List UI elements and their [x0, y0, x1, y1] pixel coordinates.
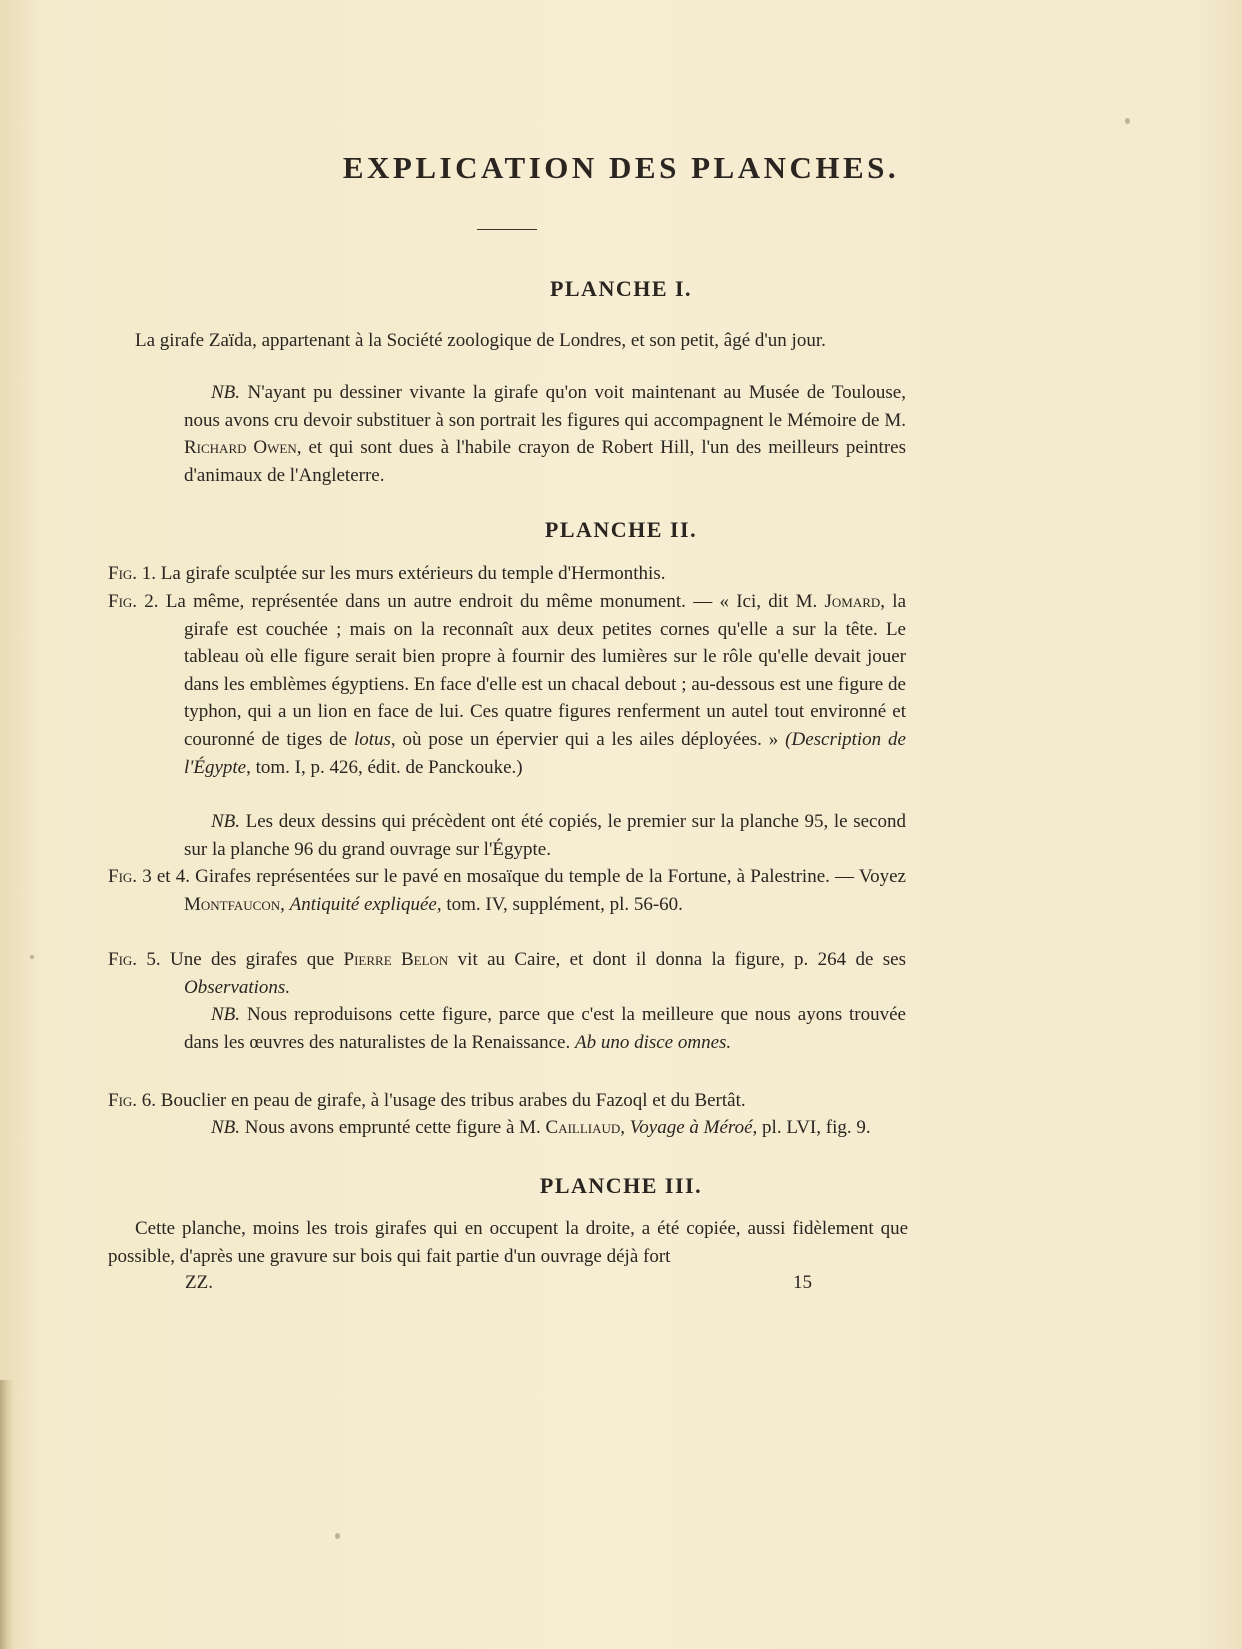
fig-label: Fig. — [108, 563, 138, 584]
page-signature-number: 15 — [793, 1272, 812, 1293]
fig-1-entry: Fig. 1. La girafe sculptée sur les murs extérieurs du temple d'Hermonthis. — [108, 563, 666, 584]
nb-label: NB. — [211, 811, 241, 832]
fig-6-entry: Fig. 6. Bouclier en peau de girafe, à l'usage des tribus arabes du Fazoql et du Bertât. — [108, 1090, 746, 1111]
author-name: Cailliaud — [545, 1117, 621, 1138]
planche-1-note: NB. N'ayant pu dessiner vivante la girafe qu'on voit maintenant au Musée de Toulouse, nous avons cru devoir substituer à son portrait les figures qui accompagnent le Mémoire de M. Richard Owen, et qui sont dues à l'habile crayon de Robert Hill, l'un des meilleurs peintres d'animaux de l'Angleterre. — [184, 382, 906, 486]
signature-mark: ZZ. — [185, 1272, 213, 1293]
fig-3-4-entry: Fig. 3 et 4. Girafes représentées sur le pavé en mosaïque du temple de la Fortune, à Palestrine. — Voyez Montfaucon, Antiquité expliquée, tom. IV, supplément, pl. 56-60. — [108, 866, 906, 915]
page-edge-shadow — [0, 1380, 14, 1649]
book-title: Observations. — [184, 976, 291, 998]
fig-2-entry: Fig. 2. La même, représentée dans un autre endroit du même monument. — « Ici, dit M. Jomard, la girafe est couchée ; mais on la reconnaît aux deux petites cornes qu'elle a sur la tête. Le tableau où elle figure serait bien propre à fournir des lumières sur le rôle qu'elle devait jouer dans les emblèmes égyptiens. En face d'elle est un chacal debout ; au-dessous est une figure de typhon, qui a un lion en face de lui. Ces quatre figures renferment un autel tout environné et couronné de tiges de lotus, où pose un épervier qui a les ailes déployées. » (Description de l'Égypte, tom. I, p. 426, édit. de Panckouke.) — [108, 591, 907, 778]
fig-label: Fig. — [108, 949, 138, 970]
book-title: Antiquité expliquée — [289, 893, 437, 915]
paper-speck — [1125, 118, 1130, 124]
author-name: Richard Owen — [184, 437, 297, 459]
paper-speck — [30, 955, 34, 959]
author-name: Montfaucon — [184, 893, 281, 915]
author-name: Jomard — [824, 591, 881, 612]
citation: (Description de l'Égypte — [184, 728, 906, 778]
nb-label: NB. — [211, 382, 241, 403]
nb-label: NB. — [211, 1117, 241, 1138]
fig-5-entry: Fig. 5. Une des girafes que Pierre Belon vit au Caire, et dont il donna la figure, p. 264 de ses Observations. — [108, 949, 906, 998]
author-name: Pierre Belon — [343, 949, 449, 970]
planche-2-note-2: NB. Nous reproduisons cette figure, parce que c'est la meilleure que nous ayons trouvée dans les œuvres des naturalistes de la Renaissance. Ab uno disce omnes. — [184, 1004, 906, 1053]
title-rule — [477, 229, 537, 230]
planche-2-note-3: NB. Nous avons emprunté cette figure à M. Cailliaud, Voyage à Méroé, pl. LVI, fig. 9. — [211, 1117, 871, 1138]
planche-3-heading: PLANCHE III. — [539, 1173, 703, 1198]
planche-1-heading: PLANCHE I. — [549, 276, 693, 301]
book-title: Voyage à Méroé — [629, 1117, 753, 1138]
fig-label: Fig. — [108, 591, 138, 612]
planche-2-note-1: NB. Les deux dessins qui précèdent ont été copiés, le premier sur la planche 95, le second sur la planche 96 du grand ouvrage sur l'Égypte. — [184, 811, 906, 860]
planche-2-heading: PLANCHE II. — [544, 517, 698, 542]
planche-1-description: La girafe Zaïda, appartenant à la Société zoologique de Londres, et son petit, âgé d'un jour. — [135, 330, 826, 351]
fig-label: Fig. — [108, 1090, 138, 1111]
fig-label: Fig. — [108, 866, 138, 887]
nb-label: NB. — [211, 1004, 241, 1025]
latin-phrase: Ab uno disce omnes. — [574, 1031, 732, 1053]
paper-speck — [335, 1533, 340, 1539]
planche-3-description: Cette planche, moins les trois girafes qui en occupent la droite, a été copiée, aussi fidèlement que possible, d'après une gravure sur bois qui fait partie d'un ouvrage déjà fort — [108, 1218, 908, 1267]
page-title: EXPLICATION DES PLANCHES. — [342, 150, 900, 185]
